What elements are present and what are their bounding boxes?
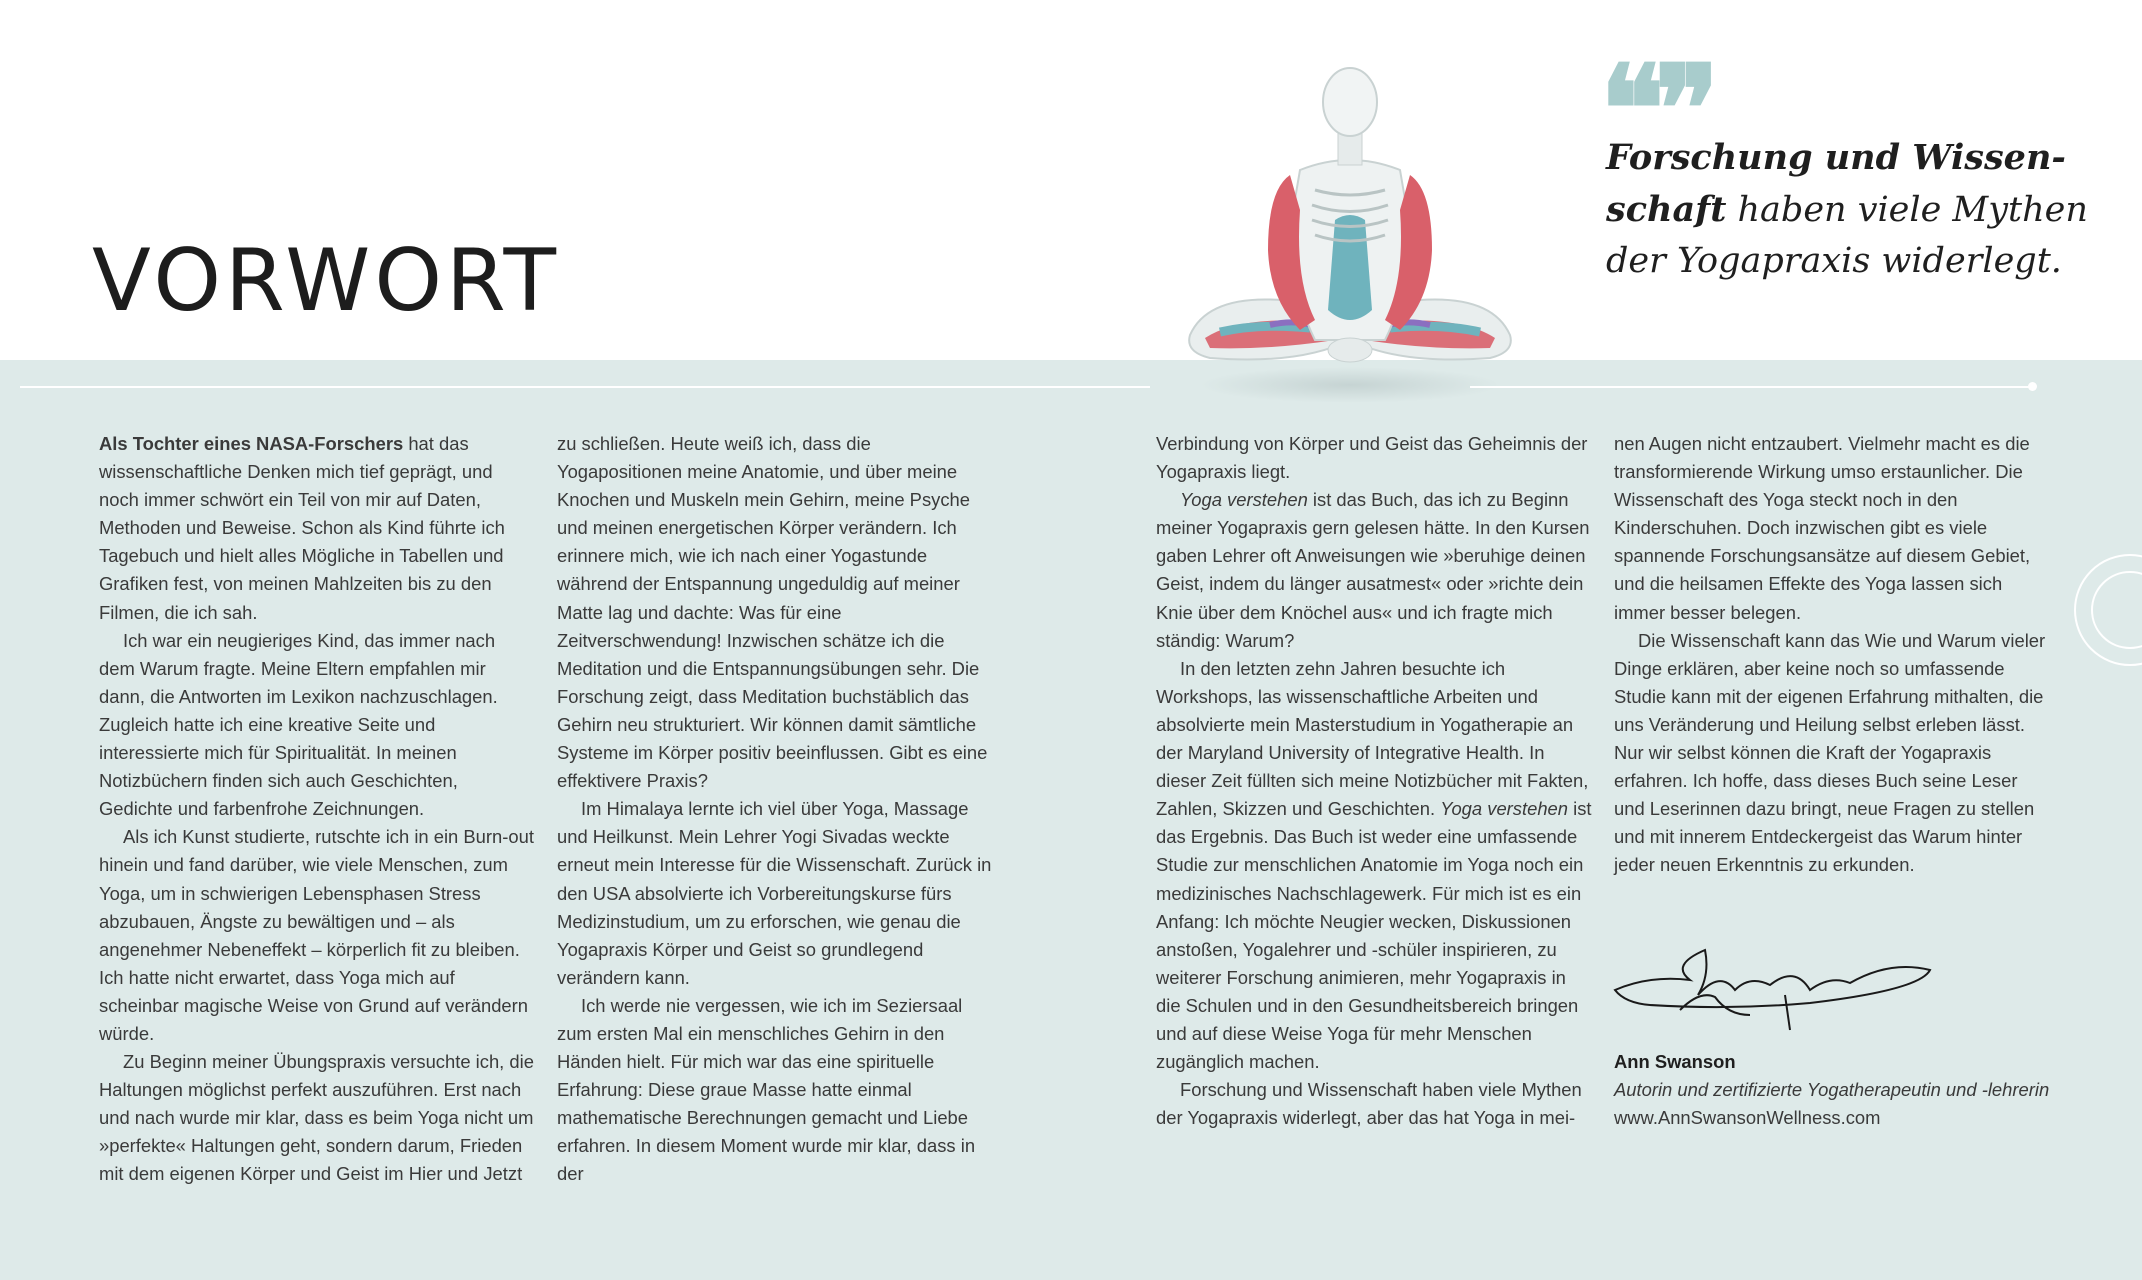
paragraph: zu schließen. Heute weiß ich, dass die Yogapositionen meine Anatomie, und über meine Knochen und Muskeln mein Gehirn, meine Psyche und meinen energetischen Körper verändern. Ich erinnere mich, wie ich nach einer Yogastunde während der Entspannung ungeduldig auf meiner Matte lag und dachte: Was für eine Zeitverschwendung! Inzwischen schätze ich die Meditation und die Entspannungsübungen sehr. Die Forschung zeigt, dass Meditation buchstäblich das Gehirn neu strukturiert. Wir können damit sämtliche Systeme im Körper positiv beeinflussen. Gibt es eine effektivere Praxis? — [557, 433, 988, 792]
page-title: VORWORT — [92, 231, 561, 331]
paragraph-text: hat das wissenschaftliche Denken mich tief geprägt, und noch immer schwört ein Teil von mir auf Daten, Methoden und Beweise. Schon als Kind führte ich Tagebuch und hielt alles Mögliche in Tabellen und Grafiken fest, von meinen Mahlzeiten bis zu den Filmen, die ich sah. — [99, 433, 505, 623]
paragraph: Im Himalaya lernte ich viel über Yoga, Massage und Heilkunst. Mein Lehrer Yogi Sivadas weckte erneut mein Interesse für die Wissenschaft. Zurück in den USA absolvierte ich Vorbereitungskurse fürs Medizinstudium, um zu erforschen, wie genau die Yogapraxis Körper und Geist so grundlegend verändern kann. — [557, 798, 992, 988]
paragraph-text: In den letzten zehn Jahren besuchte ich Workshops, las wissenschaftliche Arbeiten und absolvierte mein Masterstudium in Yogatherapie an der Maryland University of Integrative Health. In dieser Zeit füllten sich meine Notizbücher mit Fakten, Zahlen, Skizzen und Geschichten. — [1156, 657, 1589, 820]
divider-right — [1470, 386, 2030, 388]
quote-marks-icon: ❝❞ — [1600, 39, 1710, 180]
paragraph — [1156, 486, 1592, 655]
paragraph-text: ist das Buch, das ich zu Beginn meiner Yogapraxis gern gelesen hätte. In den Kursen gaben Lehrer oft Anweisungen wie »beruhige deinen Geist, indem du länger ausatmest« oder »richte dein Knie über dem Knöchel aus« und ich fragte mich ständig: Warum? — [1156, 489, 1590, 651]
paragraph: Als ich Kunst studierte, rutschte ich in ein Burn-out hinein und fand darüber, wie viele Menschen, zum Yoga, um in schwierigen Lebensphasen Stress abzubauen, Ängste zu bewältigen und – als angenehmer Nebeneffekt – körperlich fit zu bleiben. Ich hatte nicht erwartet, dass Yoga mich auf scheinbar magische Weise von Grund auf verändern würde. — [99, 826, 534, 1044]
book-title: Yoga verstehen — [1440, 798, 1569, 820]
lead-in: Als Tochter eines NASA-Forschers — [99, 433, 404, 454]
paragraph: Ich war ein neugieriges Kind, das immer nach dem Warum fragte. Meine Eltern empfahlen mir dann, die Antworten im Lexikon nachzuschlagen. Zugleich hatte ich eine kreative Seite und interessierte mich für Spiritualität. In meinen Notizbüchern finden sich auch Geschichten, Gedichte und farbenfrohe Zeichnungen. — [99, 629, 498, 820]
pull-quote-bold: Forschung und Wissen-schaft — [1606, 137, 2066, 230]
paragraph: Die Wissenschaft kann das Wie und Warum vieler Dinge erklären, aber keine noch so umfassende Studie kann mit der eigenen Erfahrung mithalten, die uns Veränderung und Heilung selbst erleben lässt. Nur wir selbst können die Kraft der Yogapraxis erfahren. Ich hoffe, dass dieses Buch seine Leser und Leserinnen dazu bringt, neue Fragen zu stellen und mit innerem Entdeckergeist das Warum hinter jeder neuen Erkenntnis zu erkunden. — [1614, 629, 2046, 876]
paragraph: Zu Beginn meiner Übungspraxis versuchte ich, die Haltungen möglichst perfekt auszuführen. Erst nach und nach wurde mir klar, dass es beim Yoga nicht um »perfekte« Haltungen geht, sondern darum, Frieden mit dem eigenen Körper und Geist im Hier und Jetzt — [99, 1051, 534, 1185]
author-name: Ann Swanson — [1614, 1051, 1736, 1072]
decorative-circle-icon — [2070, 550, 2142, 670]
yoga-anatomy-figure-icon — [1150, 40, 1540, 410]
pull-quote-text: haben viele Mythen der Yogapraxis widerlegt. — [1606, 190, 2088, 281]
paragraph: Ich werde nie vergessen, wie ich im Seziersaal zum ersten Mal ein menschliches Gehirn in den Händen hielt. Für mich war das eine spirituelle Erfahrung: Diese graue Masse hatte einmal mathematische Berechnungen gemacht und Liebe erfahren. In diesem Moment wurde mir klar, dass in der — [557, 994, 976, 1185]
pull-quote — [1606, 132, 2106, 287]
paragraph — [1156, 655, 1592, 1076]
author-role: Autorin und zertifizierte Yogatherapeutin und -lehrerin — [1614, 1079, 2050, 1101]
text-column-2 — [557, 430, 993, 1189]
signature-block — [1614, 1048, 2049, 1132]
book-title: Yoga verstehen — [1180, 489, 1308, 511]
paragraph: nen Augen nicht entzaubert. Vielmehr macht es die transformierende Wirkung umso erstaunlicher. Die Wissenschaft des Yoga steckt noch in den Kinderschuhen. Doch inzwischen gibt es viele spannende Forschungsansätze auf diesem Gebiet, und die heilsamen Effekte des Yoga lassen sich immer besser belegen. — [1614, 433, 2031, 623]
text-column-1 — [99, 430, 535, 1189]
paragraph-text: ist das Ergebnis. Das Buch ist weder eine umfassende Studie zur menschlichen Anatomie im Yoga noch ein medizinisches Nachschlagewerk. Für mich ist es ein Anfang: Ich möchte Neugier wecken, Diskussionen anstoßen, Yogalehrer und -schüler inspirieren, zu weiterer Forschung animieren, mehr Yogapraxis in die Schulen und in den Gesundheitsbereich bringen und auf diese Weise Yoga für mehr Menschen zugänglich machen. — [1156, 798, 1592, 1073]
divider-left — [20, 386, 1150, 388]
paragraph: Forschung und Wissenschaft haben viele Mythen der Yogapraxis widerlegt, aber das hat Yoga in mei- — [1156, 1079, 1582, 1129]
text-column-3 — [1156, 430, 1592, 1132]
divider-dot — [2028, 382, 2037, 391]
paragraph — [99, 430, 535, 627]
paragraph: Verbindung von Körper und Geist das Geheimnis der Yogapraxis liegt. — [1156, 433, 1588, 483]
text-column-4 — [1614, 430, 2050, 880]
signature-image-icon — [1610, 935, 1940, 1035]
author-website[interactable]: www.AnnSwansonWellness.com — [1614, 1107, 1881, 1129]
